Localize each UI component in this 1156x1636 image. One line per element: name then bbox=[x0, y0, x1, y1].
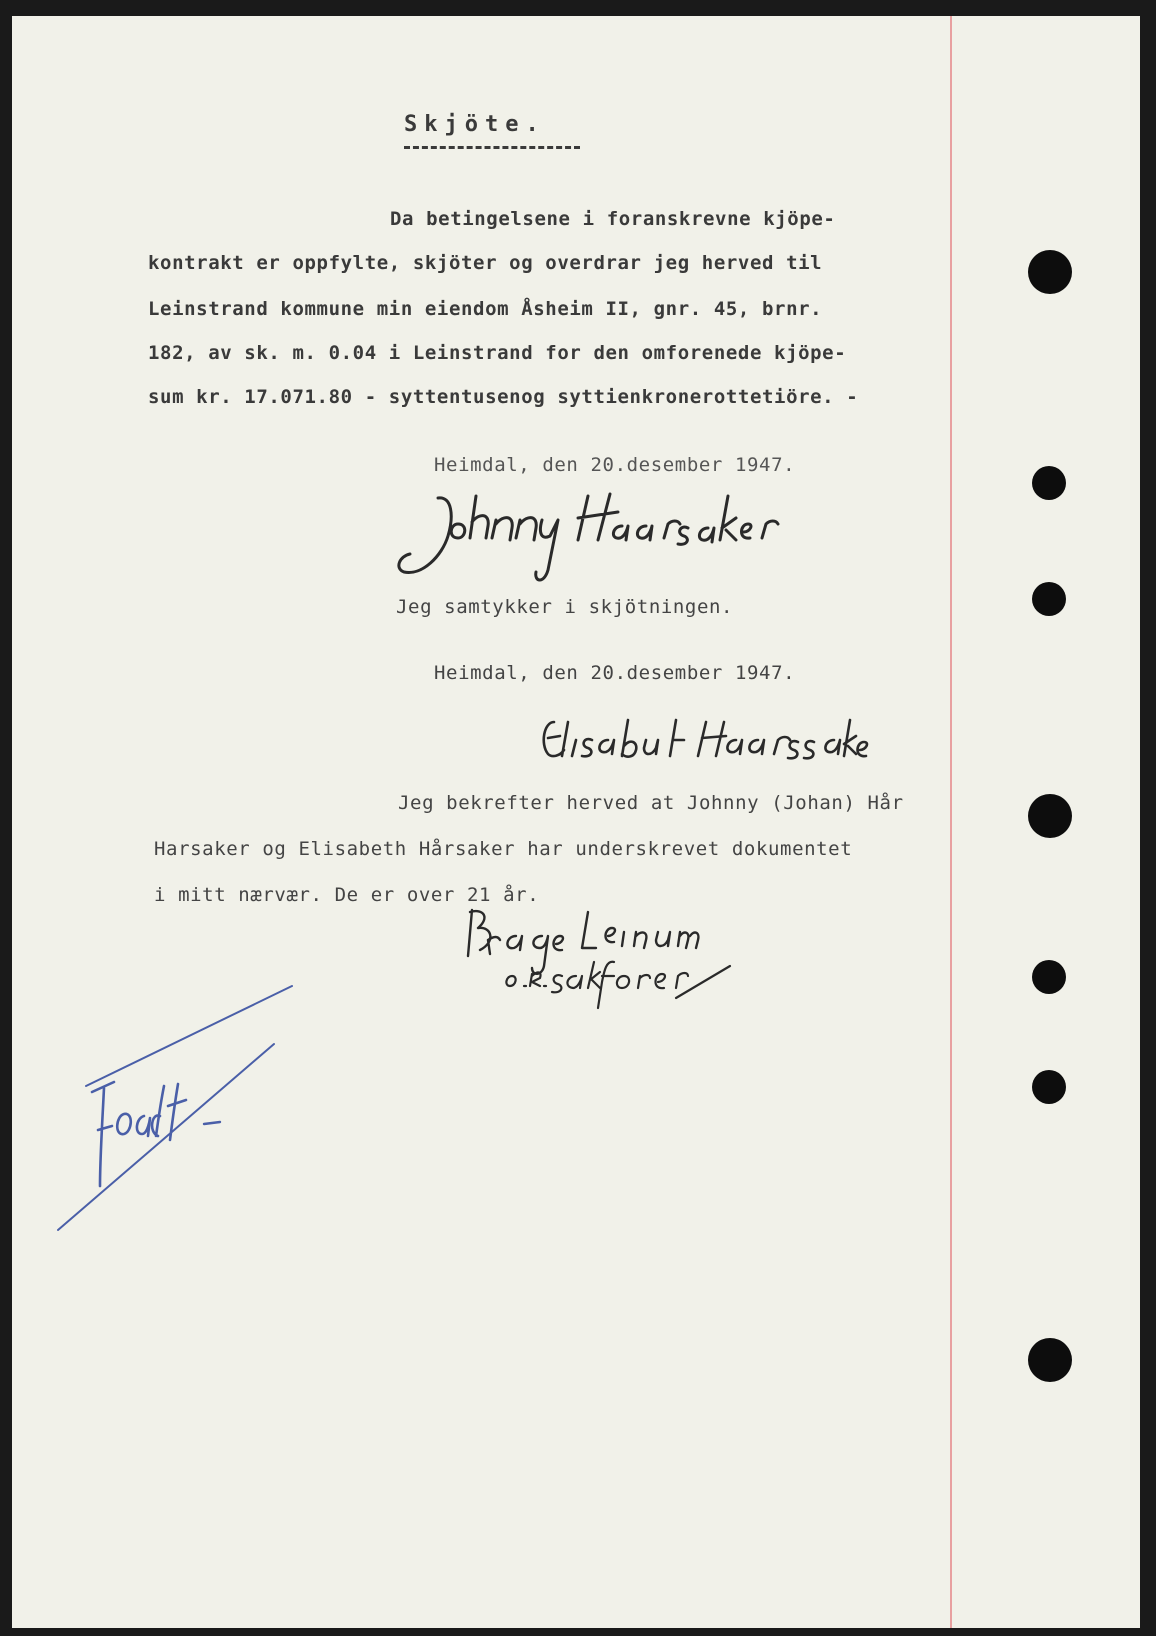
date-line: Heimdal, den 20.desember 1947. bbox=[434, 662, 796, 684]
punch-hole bbox=[1028, 794, 1072, 838]
margin-line bbox=[950, 16, 952, 1628]
punch-hole bbox=[1032, 1070, 1066, 1104]
punch-hole bbox=[1032, 582, 1066, 616]
punch-hole bbox=[1028, 250, 1072, 294]
title-underline bbox=[404, 146, 580, 149]
signature-elisabeth-haarsaker bbox=[536, 710, 876, 780]
paragraph-line: sum kr. 17.071.80 - syttentusenog syttienkronerottetiöre. - bbox=[148, 386, 859, 408]
confirmation-line: Harsaker og Elisabeth Hårsaker har underskrevet dokumentet bbox=[154, 838, 853, 860]
punch-hole bbox=[1032, 466, 1066, 500]
paragraph-line: kontrakt er oppfylte, skjöter og overdrar jeg herved til bbox=[148, 252, 823, 274]
consent-line: Jeg samtykker i skjötningen. bbox=[396, 596, 734, 618]
annotation-foradt bbox=[52, 996, 312, 1236]
signature-johnny-haarsaker bbox=[392, 476, 792, 586]
paragraph-line: Leinstrand kommune min eiendom Åsheim II, gnr. 45, brnr. bbox=[148, 298, 823, 320]
date-line: Heimdal, den 20.desember 1947. bbox=[434, 454, 796, 476]
document-page bbox=[12, 16, 1140, 1628]
punch-hole bbox=[1032, 960, 1066, 994]
confirmation-line: Jeg bekrefter herved at Johnny (Johan) Hår bbox=[398, 792, 904, 814]
punch-hole bbox=[1028, 1338, 1072, 1382]
paragraph-line: 182, av sk. m. 0.04 i Leinstrand for den omforenede kjöpe- bbox=[148, 342, 847, 364]
confirmation-line: i mitt nærvær. De er over 21 år. bbox=[154, 884, 540, 906]
document-title: Skjöte. bbox=[404, 112, 546, 137]
signature-witness bbox=[458, 904, 758, 1034]
paragraph-line: Da betingelsene i foranskrevne kjöpe- bbox=[390, 208, 836, 230]
